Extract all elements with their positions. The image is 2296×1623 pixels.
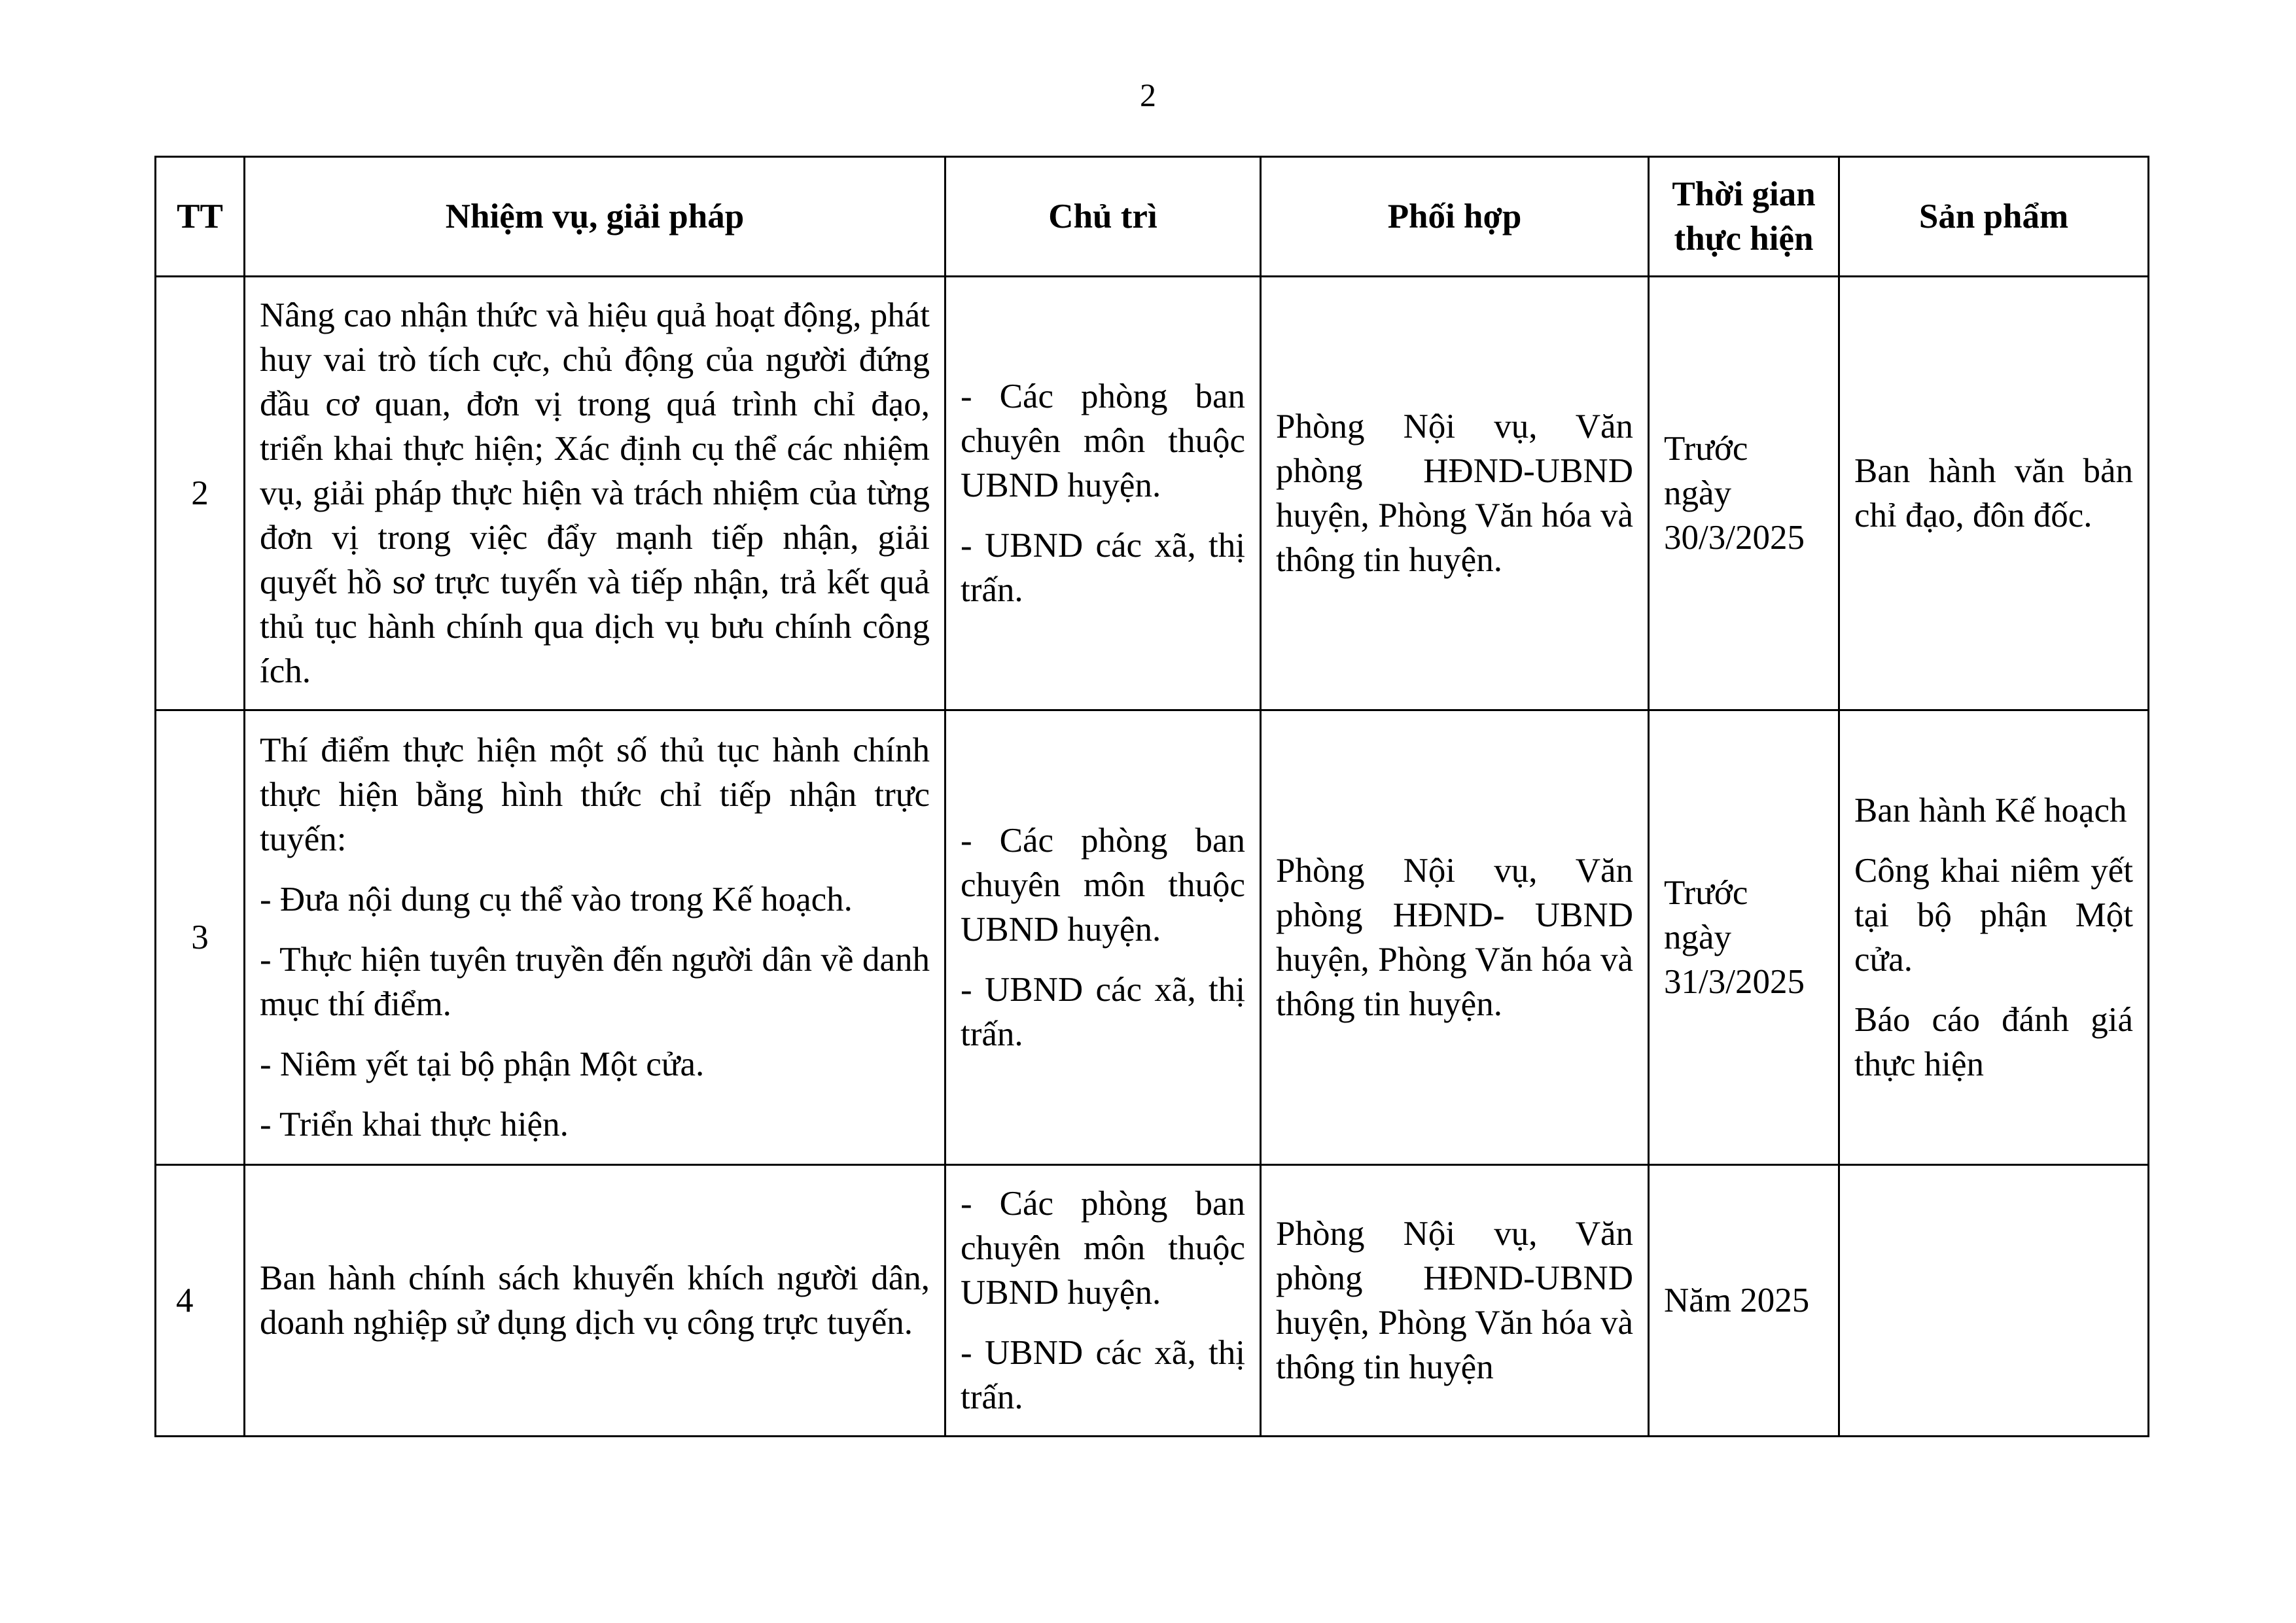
row-number: 3	[156, 710, 245, 1165]
product-text: Ban hành văn bản chỉ đạo, đôn đốc.	[1854, 452, 2133, 534]
task-text: - Triển khai thực hiện.	[260, 1106, 569, 1143]
header-lead: Chủ trì	[945, 157, 1261, 277]
lead-text: - Các phòng ban chuyên môn thuộc UBND huyện.	[961, 1185, 1245, 1312]
header-coordinate: Phối hợp	[1261, 157, 1649, 277]
task-text: Ban hành chính sách khuyến khích người dân, doanh nghiệp sử dụng dịch vụ công trực tuyến.	[260, 1259, 930, 1342]
header-tt: TT	[156, 157, 245, 277]
task-text: - Thực hiện tuyên truyền đến người dân về danh mục thí điểm.	[260, 941, 930, 1023]
lead-text: - UBND các xã, thị trấn.	[961, 971, 1245, 1053]
lead-text: - UBND các xã, thị trấn.	[961, 1334, 1245, 1416]
time-cell: Trước ngày 31/3/2025	[1649, 710, 1839, 1165]
table-row	[156, 1165, 2149, 1437]
task-text: Thí điểm thực hiện một số thủ tục hành chính thực hiện bằng hình thức chỉ tiếp nhận trực tuyến:	[260, 731, 930, 858]
product-text: Ban hành Kế hoạch	[1854, 792, 2127, 829]
product-cell	[1839, 710, 2149, 1165]
table-row	[156, 277, 2149, 710]
header-task: Nhiệm vụ, giải pháp	[245, 157, 945, 277]
lead-text: - Các phòng ban chuyên môn thuộc UBND huyện.	[961, 377, 1245, 504]
product-text: Báo cáo đánh giá thực hiện	[1854, 1001, 2133, 1083]
row-number: 2	[156, 277, 245, 710]
lead-cell	[945, 277, 1261, 710]
table-row	[156, 710, 2149, 1165]
lead-text: - Các phòng ban chuyên môn thuộc UBND huyện.	[961, 822, 1245, 949]
task-cell	[245, 1165, 945, 1437]
header-time: Thời gian thực hiện	[1649, 157, 1839, 277]
product-text: Công khai niêm yết tại bộ phận Một cửa.	[1854, 852, 2133, 979]
task-table	[154, 156, 2149, 1437]
task-text: - Niêm yết tại bộ phận Một cửa.	[260, 1045, 705, 1083]
coordinate-cell: Phòng Nội vụ, Văn phòng HĐND- UBND huyện, Phòng Văn hóa và thông tin huyện.	[1261, 710, 1649, 1165]
task-cell	[245, 710, 945, 1165]
lead-cell	[945, 1165, 1261, 1437]
header-product: Sản phẩm	[1839, 157, 2149, 277]
task-cell	[245, 277, 945, 710]
time-cell: Trước ngày 30/3/2025	[1649, 277, 1839, 710]
product-cell	[1839, 277, 2149, 710]
lead-cell	[945, 710, 1261, 1165]
page-number: 2	[1140, 77, 1156, 113]
coordinate-cell: Phòng Nội vụ, Văn phòng HĐND-UBND huyện, Phòng Văn hóa và thông tin huyện.	[1261, 277, 1649, 710]
product-cell	[1839, 1165, 2149, 1437]
task-text: - Đưa nội dung cụ thể vào trong Kế hoạch.	[260, 881, 853, 918]
coordinate-cell: Phòng Nội vụ, Văn phòng HĐND-UBND huyện, Phòng Văn hóa và thông tin huyện	[1261, 1165, 1649, 1437]
row-number: 4	[156, 1165, 245, 1437]
time-cell: Năm 2025	[1649, 1165, 1839, 1437]
table-header-row	[156, 157, 2149, 277]
lead-text: - UBND các xã, thị trấn.	[961, 527, 1245, 609]
task-text: Nâng cao nhận thức và hiệu quả hoạt động, phát huy vai trò tích cực, chủ động của người đứng đầu cơ quan, đơn vị trong quá trình chỉ đạo, triển khai thực hiện; Xác định cụ thể các nhiệm vụ, giải pháp thực hiện và trách nhiệm của từng đơn vị trong việc đẩy mạnh tiếp nhận, giải quyết hồ sơ trực tuyến và tiếp nhận, trả kết quả thủ tục hành chính qua dịch vụ bưu chính công ích.	[260, 296, 930, 690]
